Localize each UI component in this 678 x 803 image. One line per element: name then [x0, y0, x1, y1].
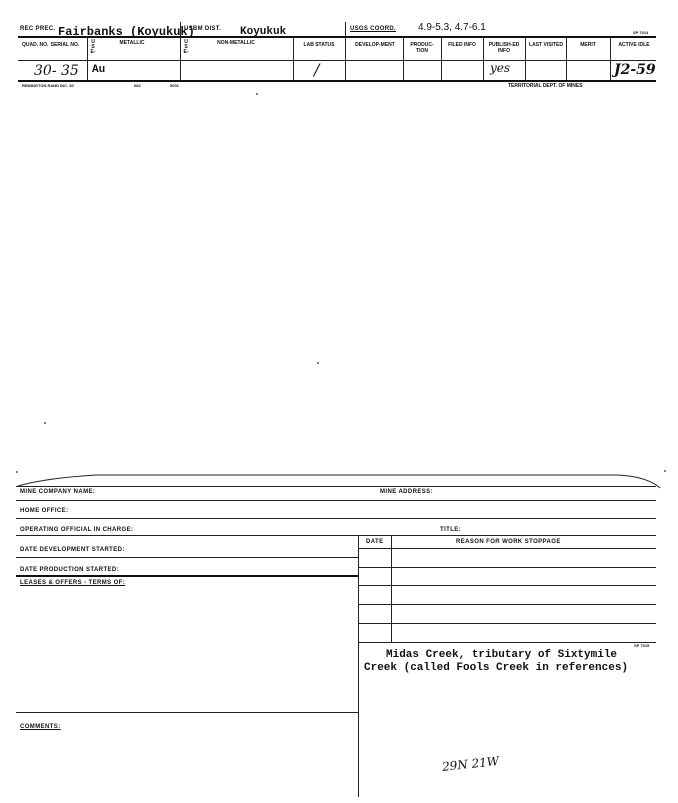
operating-official-label: OPERATING OFFICIAL IN CHARGE:	[20, 527, 134, 533]
header-quad-no: QUAD. NO.	[22, 42, 49, 48]
department-name: TERRITORIAL DEPT. OF MINES	[508, 83, 583, 89]
header-serial-no: SERIAL NO.	[50, 42, 80, 48]
home-office-label: HOME OFFICE:	[20, 508, 69, 514]
mine-address-label: MINE ADDRESS:	[380, 489, 433, 495]
usgs-coord-label: USGS COORD.	[350, 26, 396, 32]
lab-status-value: /	[314, 60, 320, 79]
typed-note-line-2: Creek (called Fools Creek in references)	[364, 662, 629, 674]
title-label: TITLE:	[440, 527, 462, 533]
reason-column-header: REASON FOR WORK STOPPAGE	[456, 539, 561, 545]
comments-label: COMMENTS:	[20, 724, 61, 730]
usbm-dist-value: Koyukuk	[240, 26, 287, 38]
handwritten-township-range: 29N 21W	[441, 754, 500, 774]
header-nonmetallic: NON-METALLIC	[217, 40, 255, 46]
header-merit: MERIT	[580, 42, 596, 48]
header-metallic-codes: U S E-	[90, 39, 96, 55]
card-top-edge	[16, 472, 662, 496]
leases-offers-label: LEASES & OFFERS - TERMS OF:	[20, 580, 126, 586]
header-production: PRODUC-TION	[410, 42, 434, 54]
header-published-info: PUBLISH-ED INFO	[488, 42, 520, 54]
usbm-dist-label: USBM DIST.	[184, 26, 222, 32]
header-metallic: METALLIC	[119, 40, 145, 46]
header-filed-info: FILED INFO	[448, 42, 476, 48]
active-idle-value: J2-59	[614, 62, 656, 78]
quad-serial-value: 30- 35	[34, 63, 79, 79]
printer-code-2: 5001	[170, 83, 179, 88]
rec-prec-value: Fairbanks (Koyukuk)	[58, 25, 195, 39]
form-number-top: SP 7014	[633, 30, 649, 35]
date-column-header: DATE	[366, 539, 384, 545]
date-production-started-label: DATE PRODUCTION STARTED:	[20, 567, 120, 573]
usgs-coord-value: 4.9-5.3, 4.7-6.1	[418, 22, 486, 33]
header-active-idle: ACTIVE IDLE	[618, 42, 650, 48]
mine-company-name-label: MINE COMPANY NAME:	[20, 489, 96, 495]
header-nonmetallic-codes: U S E-	[183, 39, 189, 55]
date-development-started-label: DATE DEVELOPMENT STARTED:	[20, 547, 125, 553]
typed-note-line-1: Midas Creek, tributary of Sixtymile	[386, 649, 618, 661]
printer-code-1: 682	[134, 83, 141, 88]
rec-prec-label: REC PREC.	[20, 26, 56, 32]
printer-name: REMINGTON RAND INC. 30	[22, 83, 74, 88]
header-lab-status: LAB STATUS	[303, 42, 335, 48]
header-development: DEVELOP-MENT	[355, 42, 395, 48]
header-last-visited: LAST VISITED	[529, 42, 563, 48]
metallic-value: Au	[92, 64, 106, 76]
published-info-value: yes	[490, 61, 511, 75]
form-number-bottom: SP 7015	[634, 643, 650, 648]
